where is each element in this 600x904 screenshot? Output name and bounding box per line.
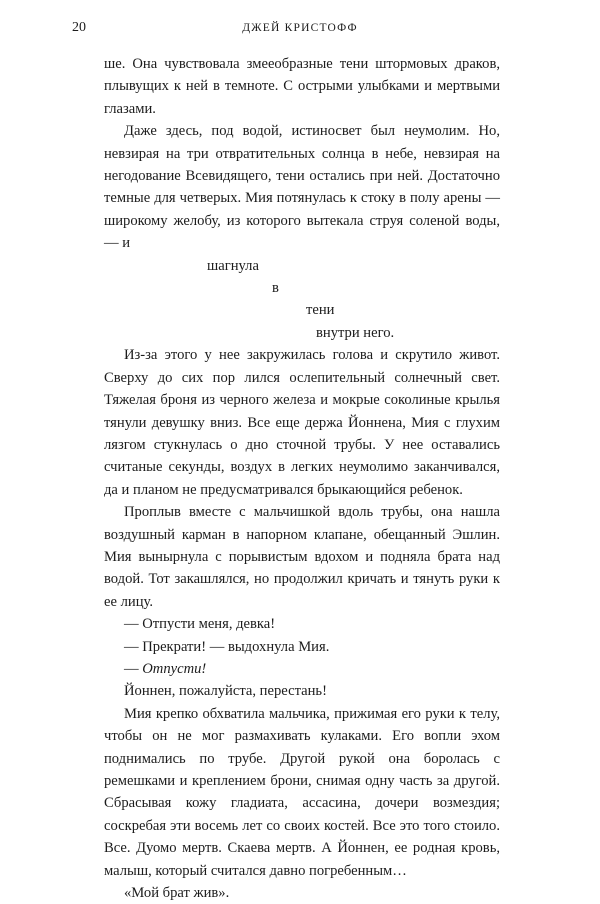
body-text	[104, 53, 500, 904]
paragraph: Проплыв вместе с мальчишкой вдоль трубы, она нашла воздушный карман в напорном клапане, обещанный Эшлин. Мия вынырнула с порывистым вдохом и подняла брата над водой. Тот закашлялся, но продолжил кричать и тянуть руки к ее лицу.	[104, 504, 500, 610]
dialogue-italic: Отпусти!	[142, 660, 207, 677]
dialogue-dash: —	[124, 660, 143, 677]
paragraph: Из-за этого у нее закружилась голова и скрутило живот. Сверху до сих пор лился ослепительный солнечный свет. Тяжелая броня из черного железа и мокрые соколиные крылья тянули девушку вниз. Все еще держа Йоннена, Мия с глухим лязгом стукнулась о дно сточной трубы. У нее оставались считаные секунды, воздух в легких неумолимо заканчивался, да и планом не предусматривался брыкающийся ребенок.	[104, 347, 500, 498]
dialogue-line: Йоннен, пожалуйста, перестань!	[124, 683, 327, 700]
paragraph: Мия крепко обхватила мальчика, прижимая его руки к телу, чтобы он не мог размахивать кулаками. Его вопли эхом поднимались по трубе. Другой рукой она боролась с ремешками и креплением брони, снимая одну часть за другой. Сбрасывая кожу гладиата, ассасина, дочери возмездия; соскребая эти восемь лет со своих костей. Все это того стоило. Все. Дуомо мертв. Скаева мертв. А Йоннен, ее родная кровь, малыш, который считался давно погребенным…	[104, 705, 500, 879]
staircase-line: внутри него.	[316, 324, 395, 341]
running-head: ДЖЕЙ КРИСТОФФ	[242, 22, 358, 34]
staircase-line: шагнула	[207, 257, 259, 274]
dialogue-line	[104, 658, 500, 680]
staircase-line: в	[272, 280, 279, 297]
page-header	[72, 20, 528, 40]
dialogue-line: — Прекрати! — выдохнула Мия.	[124, 638, 330, 655]
paragraph: Даже здесь, под водой, истиносвет был неумолим. Но, невзирая на три отвратительных солнца в небе, невзирая на негодование Всевидящего, тени остались при ней. Достаточно темные для четверых. Мия потянулась к стоку в полу арены — широкому желобу, из которого вытекала струя соленой воды, — и	[104, 123, 500, 252]
paragraph-continued: ше. Она чувствовала змееобразные тени штормовых драков, плывущих к ней в темноте. С острыми улыбками и мертвыми глазами.	[104, 56, 500, 117]
staircase-line: тени	[306, 302, 335, 319]
dialogue-line: — Отпусти меня, девка!	[124, 616, 276, 633]
paragraph: «Мой брат жив».	[124, 885, 230, 902]
page-number: 20	[72, 20, 86, 35]
